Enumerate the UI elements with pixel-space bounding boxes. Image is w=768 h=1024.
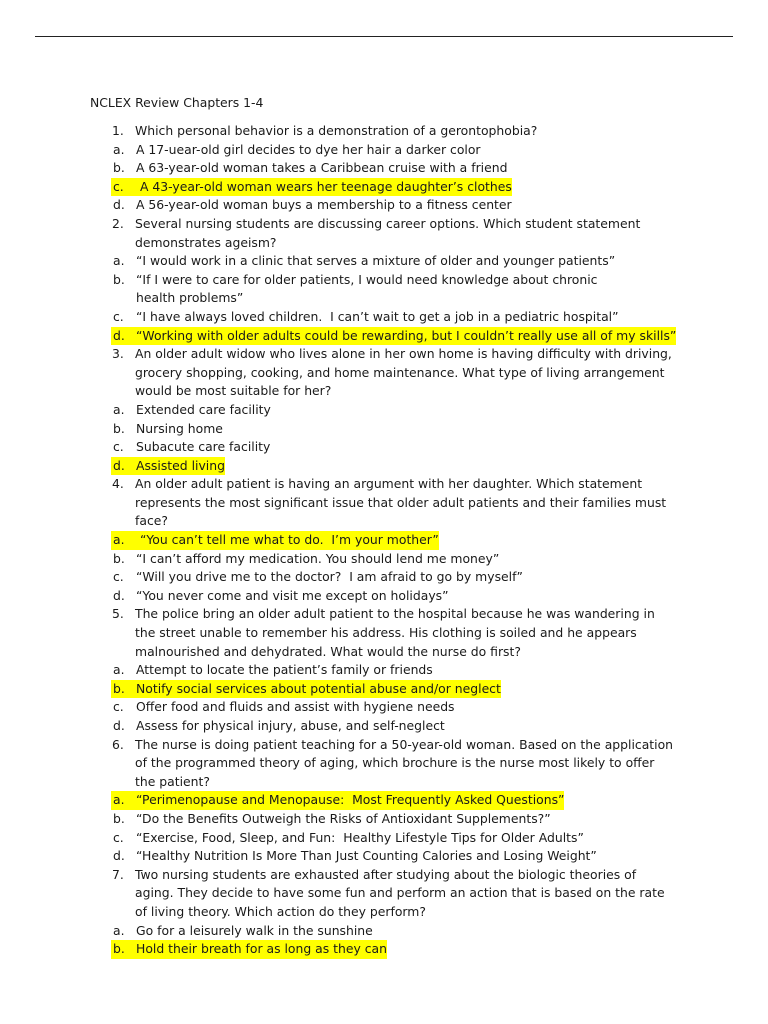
answer-option [90,252,630,271]
option-text: Go for a leisurely walk in the sunshine [136,922,373,938]
answer-option [90,587,630,606]
option-text: Nursing home [136,420,223,436]
question-number: 3. [112,346,124,362]
option-letter: b. [113,420,125,436]
option-text: Hold their breath for as long as they can [136,941,388,957]
answer-option [90,438,630,457]
answer-option [90,308,630,327]
answer-option [90,810,630,829]
option-text: “I would work in a clinic that serves a mixture of older and younger patients” [136,253,616,269]
question-text: Which personal behavior is a demonstration of a gerontophobia? [135,123,538,138]
answer-option [90,922,630,941]
answer-option-highlighted [111,680,501,699]
option-letter: a. [113,532,125,548]
answer-option-highlighted [111,940,387,959]
option-text: “If I were to care for older patients, I would need knowledge about chronic health problems” [136,271,602,306]
answer-option [90,420,630,439]
question-number: 7. [112,866,124,882]
option-letter: c. [113,829,124,845]
option-letter: a. [113,662,125,678]
answer-option [90,698,630,717]
answer-options [90,401,690,475]
option-letter: a. [113,922,125,938]
option-letter: d. [113,197,125,213]
option-text: “Will you drive me to the doctor? I am afraid to go by myself” [136,569,523,585]
option-text: A 56-year-old woman buys a membership to a fitness center [136,197,512,213]
option-text: A 17-uear-old girl decides to dye her hair a darker color [136,141,481,157]
question-item [90,866,675,922]
answer-options [90,791,690,865]
question-number: 1. [112,123,124,138]
question-text: The nurse is doing patient teaching for a 50-year-old woman. Based on the application of the programmed theory of aging, which brochure is the nurse most likely to offer the patient? [135,736,674,789]
answer-option [90,661,630,680]
answer-option [90,271,630,308]
option-letter: d. [113,327,125,343]
option-text: Extended care facility [136,401,271,417]
answer-options [90,531,690,605]
question-item [90,736,675,792]
option-letter: b. [113,550,125,566]
option-text: “Working with older adults could be rewarding, but I couldn’t really use all of my skills” [136,327,677,343]
option-letter: b. [113,680,125,696]
question-number: 4. [112,476,124,492]
answer-option [90,717,630,736]
option-text: Assess for physical injury, abuse, and self-neglect [136,718,445,733]
answer-options [90,661,690,735]
option-letter: a. [113,253,125,269]
question-text: The police bring an older adult patient to the hospital because he was wandering in the street unable to remember his address. His clothing is soiled and he appears malnourished and dehydrated. What would the nurse do first? [135,606,655,659]
option-letter: c. [113,178,124,194]
option-text: “I have always loved children. I can’t wait to get a job in a pediatric hospital” [136,308,619,324]
option-text: Attempt to locate the patient’s family or friends [136,662,433,678]
answer-option [90,847,630,866]
question-item [90,475,675,531]
answer-options [90,922,690,959]
option-letter: a. [113,141,125,157]
option-text: “I can’t afford my medication. You should lend me money” [136,550,500,566]
question-text: An older adult patient is having an argument with her daughter. Which statement represents the most significant issue that older adult patients and their families must face? [135,476,667,529]
answer-option-highlighted [111,531,439,550]
option-text: “Perimenopause and Menopause: Most Frequently Asked Questions” [136,792,565,808]
option-letter: a. [113,792,125,808]
option-letter: b. [113,271,125,287]
question-text: An older adult widow who lives alone in her own home is having difficulty with driving, grocery shopping, cooking, and home maintenance. What type of living arrangement would be most suitable for her? [135,346,672,399]
option-text: “Do the Benefits Outweigh the Risks of Antioxidant Supplements?” [136,810,551,826]
option-letter: d. [113,587,125,603]
option-letter: c. [113,308,124,324]
option-text: Subacute care facility [136,439,271,455]
question-item [90,122,675,141]
answer-options [90,252,690,345]
option-letter: d. [113,457,125,473]
question-item [90,605,675,661]
answer-option-highlighted [111,791,564,810]
option-text: Notify social services about potential abuse and/or neglect [136,680,501,696]
document-title: NCLEX Review Chapters 1-4 [90,95,264,110]
option-text: “Exercise, Food, Sleep, and Fun: Healthy Lifestyle Tips for Older Adults” [136,829,584,845]
answer-option [90,159,630,178]
option-letter: d. [113,848,125,864]
answer-option [90,401,630,420]
option-letter: c. [113,569,124,585]
question-item [90,345,675,401]
option-letter: d. [113,718,125,733]
question-item [90,215,675,252]
option-letter: c. [113,699,124,715]
answer-option [90,568,630,587]
option-letter: c. [113,439,124,455]
answer-option [90,829,630,848]
question-number: 5. [112,606,124,622]
answer-options [90,141,690,215]
option-text: A 43-year-old woman wears her teenage daughter’s clothes [136,178,512,194]
option-text: “You can’t tell me what to do. I’m your mother” [136,532,439,548]
option-text: A 63-year-old woman takes a Caribbean cruise with a friend [136,160,508,176]
header-rule [35,36,733,37]
question-list [90,122,690,959]
option-text: Offer food and fluids and assist with hygiene needs [136,699,455,715]
question-number: 2. [112,215,124,231]
question-number: 6. [112,736,124,752]
option-text: Assisted living [136,457,225,473]
option-letter: b. [113,810,125,826]
answer-option [90,196,630,215]
option-letter: a. [113,401,125,417]
answer-option [90,141,630,160]
question-text: Several nursing students are discussing career options. Which student statement demonstrates ageism? [135,215,641,250]
answer-option-highlighted [111,178,512,197]
option-text: “You never come and visit me except on holidays” [136,587,449,603]
option-letter: b. [113,160,125,176]
answer-option [90,550,630,569]
question-text: Two nursing students are exhausted after studying about the biologic theories of aging. They decide to have some fun and perform an action that is based on the rate of living theory. Which action do they perform? [135,866,665,919]
answer-option-highlighted [111,327,676,346]
option-letter: b. [113,941,125,957]
option-text: “Healthy Nutrition Is More Than Just Counting Calories and Losing Weight” [136,848,597,864]
answer-option-highlighted [111,457,225,476]
